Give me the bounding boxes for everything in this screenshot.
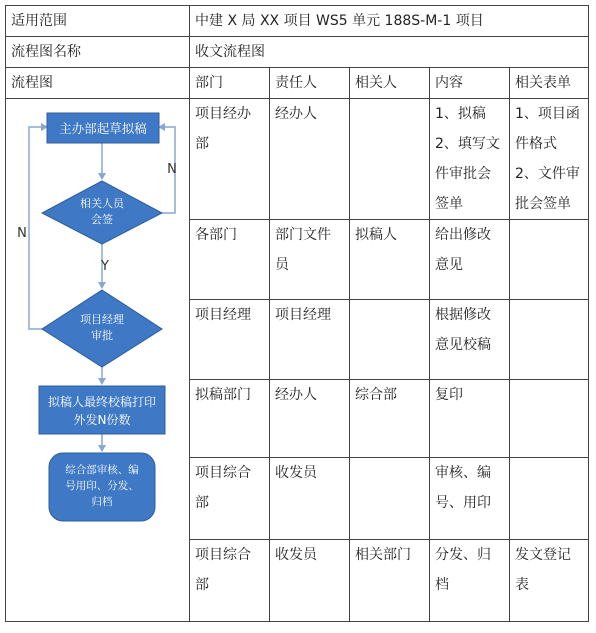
row6-content: 分发、归档 <box>430 540 510 622</box>
row3-content: 根据修改意见校稿 <box>430 300 510 380</box>
row6-related: 相关部门 <box>350 540 430 622</box>
flow-table <box>5 5 589 622</box>
step4-label-line2: 号用印、分发、 <box>65 480 139 492</box>
row2-content: 给出修改意见 <box>430 220 510 300</box>
row5-related <box>350 458 430 540</box>
row2-forms <box>510 220 589 300</box>
row4-owner: 经办人 <box>270 380 350 458</box>
row5-owner: 收发员 <box>270 458 350 540</box>
decision1-label-line1: 相关人员 <box>80 197 124 210</box>
row1-owner: 经办人 <box>270 99 350 220</box>
row1-dept: 项目经办部 <box>190 99 270 220</box>
scope-value: 中建 X 局 XX 项目 WS5 单元 188S-M-1 项目 <box>190 6 589 37</box>
label-n1: N <box>167 162 177 177</box>
row6-owner: 收发员 <box>270 540 350 622</box>
col-forms: 相关表单 <box>510 68 589 99</box>
arrow-decision2-no-loop <box>29 127 47 329</box>
row5-dept: 项目综合部 <box>190 458 270 540</box>
col-content: 内容 <box>430 68 510 99</box>
row1-related <box>350 99 430 220</box>
row6-forms: 发文登记表 <box>510 540 589 622</box>
label-y: Y <box>101 259 109 274</box>
label-n2: N <box>17 226 27 241</box>
row3-dept: 项目经理 <box>190 300 270 380</box>
row3-related <box>350 300 430 380</box>
row5-content: 审核、编号、用印 <box>430 458 510 540</box>
row4-forms <box>510 380 589 458</box>
row2-owner: 部门文件员 <box>270 220 350 300</box>
step1-label: 主办部起草拟稿 <box>59 121 147 136</box>
row3-owner: 项目经理 <box>270 300 350 380</box>
col-owner: 责任人 <box>270 68 350 99</box>
row4-content: 复印 <box>430 380 510 458</box>
row5-forms <box>510 458 589 540</box>
flow-name-label: 流程图名称 <box>6 37 190 68</box>
column-header-row <box>6 68 589 99</box>
step4-label-line3: 归档 <box>91 496 113 508</box>
decision1-label-line2: 会签 <box>91 213 113 226</box>
step3-label-line1: 拟稿人最终校稿打印 <box>47 395 157 409</box>
step3-label-line2: 外发N份数 <box>73 413 131 427</box>
flow-name-row <box>6 37 589 68</box>
row2-dept: 各部门 <box>190 220 270 300</box>
scope-row <box>6 6 589 37</box>
table-row <box>6 99 589 220</box>
row1-forms: 1、项目函件格式 2、文件审批会签单 <box>510 99 589 220</box>
row2-related: 拟稿人 <box>350 220 430 300</box>
row3-forms <box>510 300 589 380</box>
row4-dept: 拟稿部门 <box>190 380 270 458</box>
flow-label: 流程图 <box>6 68 190 99</box>
decision2-label-line1: 项目经理 <box>80 313 124 326</box>
row6-dept: 项目综合部 <box>190 540 270 622</box>
decision2-label-line2: 审批 <box>91 329 113 342</box>
scope-label: 适用范围 <box>6 6 190 37</box>
flow-name-value: 收文流程图 <box>190 37 589 68</box>
flowchart-cell <box>6 99 190 622</box>
col-dept: 部门 <box>190 68 270 99</box>
row4-related: 综合部 <box>350 380 430 458</box>
row1-content: 1、拟稿 2、填写文件审批会签单 <box>430 99 510 220</box>
flowchart <box>6 99 189 631</box>
step4-label-line1: 综合部审核、编 <box>65 464 139 476</box>
col-related: 相关人 <box>350 68 430 99</box>
